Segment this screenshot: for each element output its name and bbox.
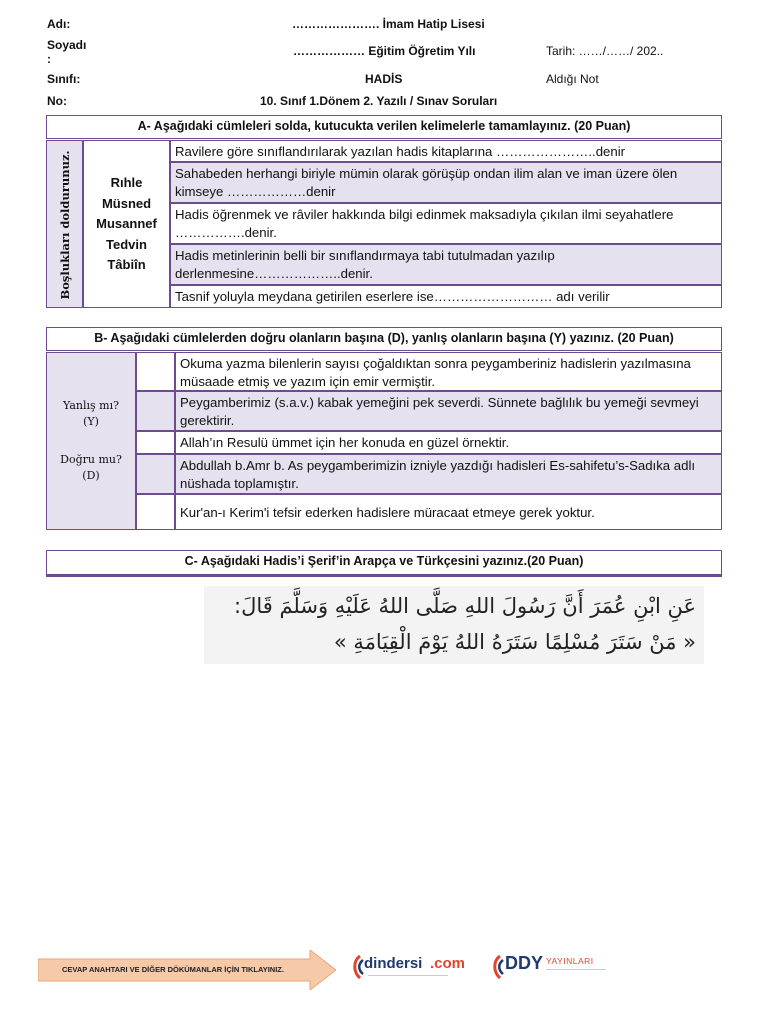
true-false-row: Okuma yazma bilenlerin sayısı çoğaldıktan sonra peygamberiniz hadislerin yazılmasına müsaade etmiş ve yazım için emir vermiştir. [175, 352, 722, 391]
word-bank-item: Rıhle [110, 175, 143, 190]
date-field: Tarih: ……/……/ 202.. [546, 44, 664, 58]
section-a-side-cell [46, 140, 83, 308]
word-bank [83, 140, 170, 308]
fill-blank-row: Hadis metinlerinin belli bir sınıflandırmaya tabi tutulmadan yazılıp derlenmesine………………..denir. [170, 244, 722, 285]
answer-box[interactable] [136, 494, 175, 530]
true-false-row: Abdullah b.Amr b. As peygamberimizin izniyle yazdığı hadisleri Es-sahifetu’s-Sadıka adlı nüshada toplamıştır. [175, 454, 722, 494]
dindersi-logo-text: dindersi [364, 955, 423, 972]
ddy-logo[interactable] [490, 953, 610, 981]
ddy-mark-icon [490, 955, 504, 979]
word-bank-item: Tâbiîn [107, 257, 146, 272]
word-bank-item: Müsned [101, 195, 152, 211]
fill-blank-row: Ravilere göre sınıflandırılarak yazılan hadis kitaplarına …………………..denir [170, 140, 722, 162]
answer-key-link[interactable]: CEVAP ANAHTARI VE DİĞER DÖKÜMANLAR İÇİN TIKLAYINIZ. [62, 965, 284, 974]
fill-blank-row: Hadis öğrenmek ve râviler hakkında bilgi edinmek maksadıyla çıkılan ilmi seyahatlere …………….denir. [170, 203, 722, 244]
answer-box[interactable] [136, 391, 175, 431]
fill-blank-row: Sahabeden herhangi biriyle mümin olarak görüşüp ondan ilim alan ve iman üzere ölen kimseye ………………denir [170, 162, 722, 203]
hadith-image [204, 586, 704, 664]
ddy-logo-text: DDY [505, 953, 544, 973]
false-label: Yanlış mı? [62, 399, 120, 412]
true-label: Doğru mu? [60, 453, 122, 466]
grade-field: Aldığı Not [546, 72, 599, 86]
true-code: (D) [82, 469, 100, 482]
dindersi-tagline-line [368, 975, 448, 976]
section-b-title: B- Aşağıdaki cümlelerden doğru olanların başına (D), yanlış olanların başına (Y) yazınız. (20 Puan) [46, 327, 722, 351]
section-a-side-label: Boşlukları doldurunuz. [58, 150, 72, 300]
class-label: Sınıfı: [47, 72, 81, 86]
answer-box[interactable] [136, 454, 175, 494]
dindersi-mark-icon [350, 955, 364, 979]
fill-blank-row: Tasnif yoluyla meydana getirilen eserlere ise……………………… adı verilir [170, 285, 722, 308]
ddy-tagline-line [546, 969, 606, 970]
true-false-row: Allah’ın Resulü ümmet için her konuda en güzel örnektir. [175, 431, 722, 454]
true-false-row: Peygamberimiz (s.a.v.) kabak yemeğini pek severdi. Sünnete bağlılık bu yemeği sevmeyi gerektirir. [175, 391, 722, 431]
surname-colon: : [47, 52, 51, 66]
section-a-title: A- Aşağıdaki cümleleri solda, kutucukta verilen kelimelerle tamamlayınız. (20 Puan) [46, 115, 722, 139]
true-false-row: Kur'an-ı Kerim'i tefsir ederken hadislere müracaat etmeye gerek yoktur. [175, 494, 722, 530]
subject-title: HADİS [365, 72, 403, 86]
ddy-logo-sub: YAYINLARI [546, 956, 594, 966]
hadith-arabic-line-1: عَنِ ابْنِ عُمَرَ أَنَّ رَسُولَ اللهِ صَلَّى اللهُ عَلَيْهِ وَسَلَّمَ قَالَ: [234, 594, 696, 618]
answer-box[interactable] [136, 431, 175, 454]
dindersi-logo[interactable] [350, 953, 466, 981]
school-name: …………………. İmam Hatip Lisesi [292, 17, 485, 31]
section-c-title: C- Aşağıdaki Hadis’i Şerif’in Arapça ve Türkçesini yazınız.(20 Puan) [46, 550, 722, 577]
word-bank-item: Tedvin [106, 236, 147, 252]
exam-title: 10. Sınıf 1.Dönem 2. Yazılı / Sınav Soruları [260, 94, 498, 108]
section-b-side-cell [46, 352, 136, 530]
hadith-arabic-line-2: « مَنْ سَتَرَ مُسْلِمًا سَتَرَهُ اللهُ يَوْمَ الْقِيَامَةِ » [333, 630, 696, 654]
no-label: No: [47, 94, 67, 108]
word-bank-item: Musannef [96, 216, 157, 231]
dindersi-logo-tld: .com [430, 955, 466, 972]
surname-label: Soyadı [47, 38, 87, 52]
name-label: Adı: [47, 17, 71, 31]
answer-box[interactable] [136, 352, 175, 391]
academic-year: ……………… Eğitim Öğretim Yılı [293, 44, 476, 58]
false-code: (Y) [83, 415, 99, 428]
